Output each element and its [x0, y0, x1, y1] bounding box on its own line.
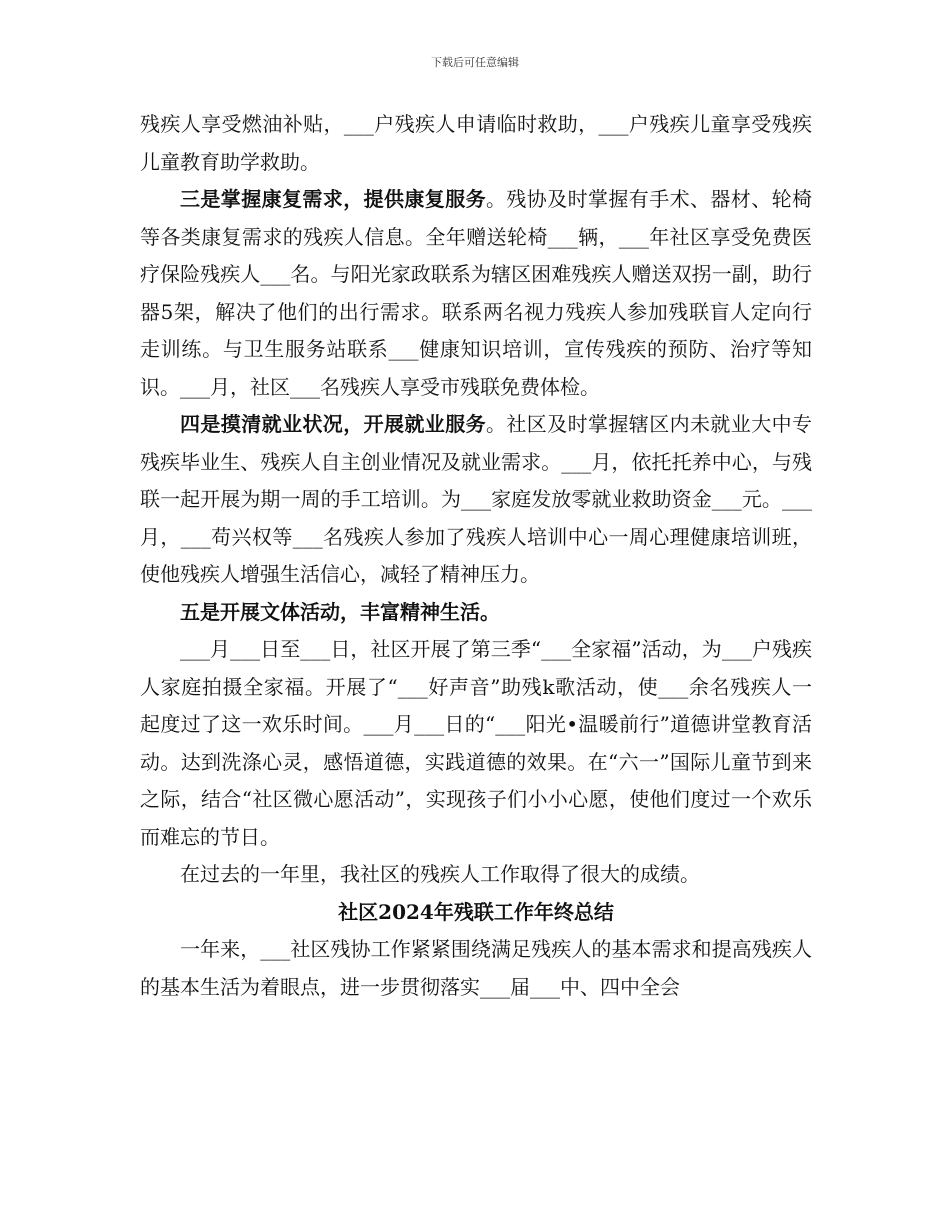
paragraph-culture-activities: ___月___日至___日，社区开展了第三季“___全家福”活动，为___户残疾人家庭拍摄全家福。开展了“___好声音”助残k歌活动，使___余名残疾人一起度过了这一欢乐时间。___月___日的“___阳光•温暖前行”道德讲堂教育活动。达到洗涤心灵，感悟道德，实践道德的效果。在“六一”国际儿童节到来之际，结合“社区微心愿活动”，实现孩子们小小心愿，使他们度过一个欢乐而难忘的节日。: [140, 637, 812, 849]
document-body: [140, 106, 812, 1006]
rehabilitation-body: 。残协及时掌握有手术、器材、轮椅等各类康复需求的残疾人信息。全年赠送轮椅___辆，___年社区享受免费医疗保险残疾人___名。与阳光家政联系为辖区困难残疾人赠送双拐一副，助行器5架，解决了他们的出行需求。联系两名视力残疾人参加残联盲人定向行走训练。与卫生服务站联系___健康知识培训，宣传残疾的预防、治疗等知识。___月，社区___名残疾人享受市残联免费体检。: [140, 187, 812, 399]
rehabilitation-heading: 三是掌握康复需求，提供康复服务: [180, 187, 486, 211]
paragraph-achievements: 在过去的一年里，我社区的残疾人工作取得了很大的成绩。: [180, 862, 700, 886]
section-title: 社区2024年残联工作年终总结: [338, 899, 614, 924]
paragraph-summary-intro: 一年来，___社区残协工作紧紧围绕满足残疾人的基本需求和提高残疾人的基本生活为着眼点，进一步贯彻落实___届___中、四中全会: [140, 937, 812, 999]
paragraph-employment: [140, 406, 812, 594]
culture-heading: 五是开展文体活动，丰富精神生活。: [180, 599, 500, 624]
employment-body: 。社区及时掌握辖区内未就业大中专残疾毕业生、残疾人自主创业情况及就业需求。___月，依托托养中心，与残联一起开展为期一周的手工培训。为___家庭发放零就业救助资金___元。___月，___苟兴权等___名残疾人参加了残疾人培训中心一周心理健康培训班，使他残疾人增强生活信心，减轻了精神压力。: [140, 412, 812, 586]
page-header: 下载后可任意编辑: [431, 56, 519, 69]
paragraph-rehabilitation: [140, 181, 812, 406]
paragraph-fuel-subsidy: 残疾人享受燃油补贴，___户残疾人申请临时救助，___户残疾儿童享受残疾儿童教育助学救助。: [140, 112, 812, 174]
employment-heading: 四是摸清就业状况，开展就业服务: [180, 412, 486, 436]
